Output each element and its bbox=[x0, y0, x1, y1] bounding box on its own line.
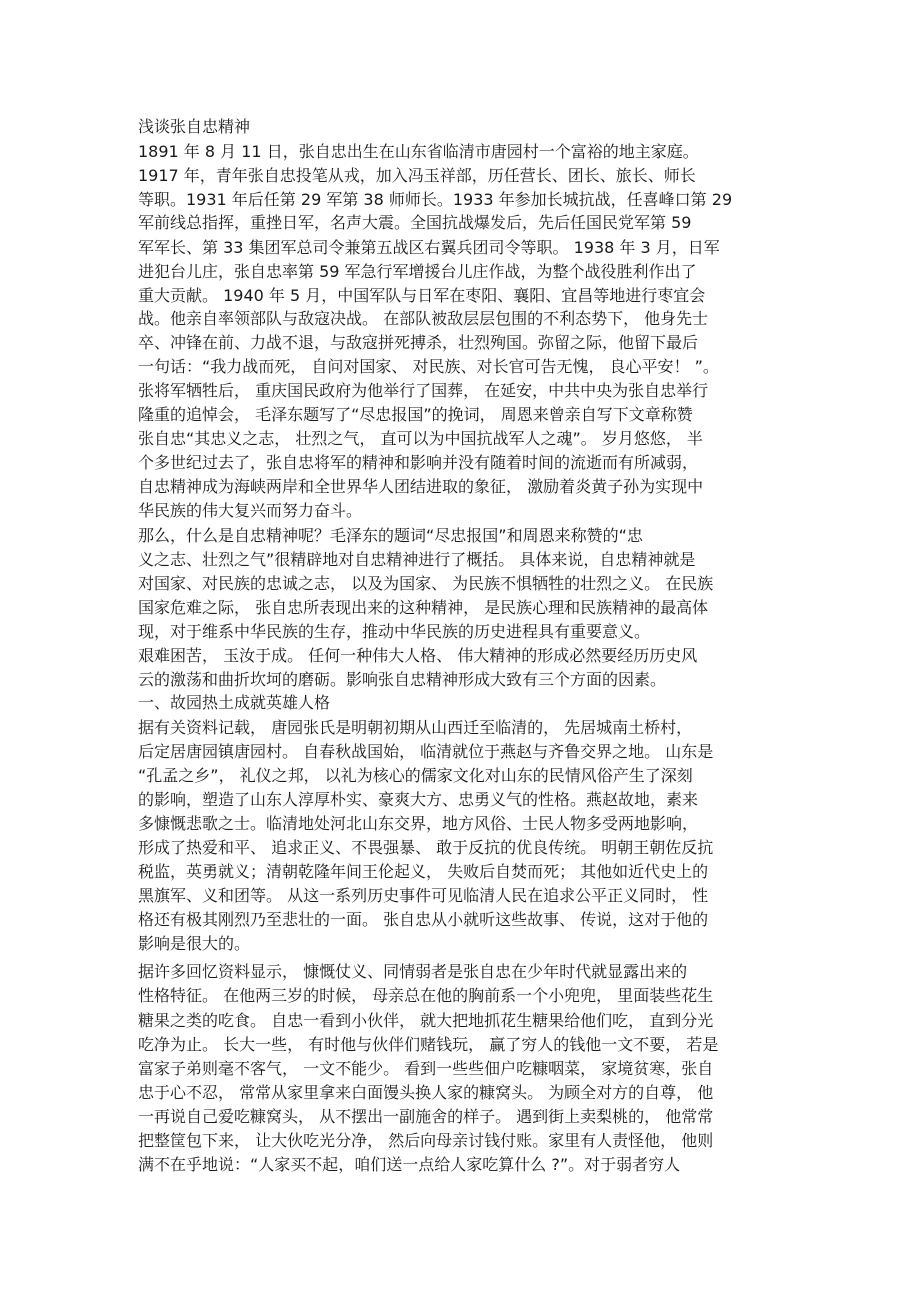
section-heading: 一、故园热土成就英雄人格 bbox=[138, 693, 331, 712]
text-line: 自忠精神成为海峡两岸和全世界华人团结进取的象征， 激励着炎黄子孙为实现中 bbox=[138, 477, 704, 496]
document-title: 浅谈张自忠精神 bbox=[138, 117, 251, 136]
text-line: 张将军牺牲后， 重庆国民政府为他举行了国葬， 在延安，中共中央为张自忠举行 bbox=[138, 381, 709, 400]
text-line: 吃净为止。 长大一些， 有时他与伙伴们赌钱玩， 赢了穷人的钱他一文不要， 若是 bbox=[138, 1035, 719, 1054]
text-line: 多慷慨悲歌之士。临清地处河北山东交界，地方风俗、士民人物多受两地影响， bbox=[138, 814, 699, 833]
text-line: 云的激荡和曲折坎坷的磨砺。影响张自忠精神形成大致有三个方面的因素。 bbox=[138, 670, 667, 689]
text-line: 军前线总指挥，重挫日军，名声大震。全国抗战爆发后，先后任国民党军第 59 bbox=[138, 213, 692, 232]
text-line: 满不在乎地说：“人家买不起，咱们送一点给人家吃算什么 ?”。对于弱者穷人 bbox=[138, 1155, 681, 1174]
text-line: 一再说自己爱吃糠窝头， 从不摆出一副施舍的样子。 遇到街上卖梨桃的， 他常常 bbox=[138, 1107, 714, 1126]
text-line: 一句话：“我力战而死， 自问对国家、 对民族、对长官可告无愧， 良心平安！ ”。 bbox=[138, 357, 719, 376]
text-line: 现，对于维系中华民族的生存，推动中华民族的历史进程具有重要意义。 bbox=[138, 622, 651, 641]
text-line: 重大贡献。 1940 年 5 月，中国军队与日军在枣阳、襄阳、宜昌等地进行枣宜会 bbox=[138, 286, 706, 305]
text-line: 富家子弟则毫不客气， 一文不能少。 看到一些些佃户吃糠咽菜， 家境贫寒，张自 bbox=[138, 1059, 714, 1078]
text-line: 那么，什么是自忠精神呢？毛泽东的题词“尽忠报国”和周恩来称赞的“忠 bbox=[138, 526, 643, 545]
text-line: 华民族的伟大复兴而努力奋斗。 bbox=[138, 501, 363, 520]
text-line: 1917 年，青年张自忠投笔从戎，加入冯玉祥部，历任营长、团长、旅长、师长 bbox=[138, 166, 696, 185]
text-line: 糖果之类的吃食。 自忠一看到小伙伴， 就大把地抓花生糖果给他们吃， 直到分光 bbox=[138, 1011, 714, 1030]
text-line: 军军长、第 33 集团军总司令兼第五战区右翼兵团司令等职。 1938 年 3 月，日军 bbox=[138, 238, 720, 257]
text-line: 隆重的追悼会， 毛泽东题写了“尽忠报国”的挽词， 周恩来曾亲自写下文章称赞 bbox=[138, 405, 693, 424]
text-line: 税监，英勇就义；清朝乾隆年间王伦起义， 失败后自焚而死； 其他如近代史上的 bbox=[138, 862, 709, 881]
text-line: 影响是很大的。 bbox=[138, 934, 251, 953]
text-line: 性格特征。 在他两三岁的时候， 母亲总在他的胸前系一个小兜兜， 里面装些花生 bbox=[138, 986, 714, 1005]
text-line: 卒、冲锋在前、力战不退，与敌寇拼死搏杀，壮烈殉国。弥留之际，他留下最后 bbox=[138, 333, 699, 352]
text-line: 义之志、壮烈之气”很精辟地对自忠精神进行了概括。 具体来说，自忠精神就是 bbox=[138, 550, 696, 569]
text-line: 格还有极其刚烈乃至悲壮的一面。 张自忠从小就听这些故事、 传说，这对于他的 bbox=[138, 910, 709, 929]
text-line: 艰难困苦， 玉汝于成。 任何一种伟大人格、 伟大精神的形成必然要经历历史风 bbox=[138, 646, 698, 665]
text-line: 据有关资料记载， 唐园张氏是明朝初期从山西迁至临清的， 先居城南土桥村， bbox=[138, 718, 693, 737]
text-line: “孔孟之乡”， 礼仪之邦， 以礼为核心的儒家文化对山东的民情风俗产生了深刻 bbox=[138, 766, 693, 785]
text-line: 对国家、对民族的忠诚之志， 以及为国家、 为民族不惧牺牲的壮烈之义。 在民族 bbox=[138, 574, 714, 593]
text-line: 张自忠“其忠义之志， 壮烈之气， 直可以为中国抗战军人之魂”。 岁月悠悠， 半 bbox=[138, 429, 703, 448]
text-line: 的影响，塑造了山东人淳厚朴实、豪爽大方、忠勇义气的性格。燕赵故地，素来 bbox=[138, 790, 699, 809]
text-line: 黑旗军、义和团等。 从这一系列历史事件可见临清人民在追求公平正义同时， 性 bbox=[138, 886, 709, 905]
text-line: 1891 年 8 月 11 日，张自忠出生在山东省临清市唐园村一个富裕的地主家庭。 bbox=[138, 142, 699, 161]
text-line: 后定居唐园镇唐园村。 自春秋战国始， 临清就位于燕赵与齐鲁交界之地。 山东是 bbox=[138, 742, 714, 761]
text-line: 把整筐包下来， 让大伙吃光分净， 然后向母亲讨钱付账。家里有人责怪他， 他则 bbox=[138, 1131, 714, 1150]
text-line: 形成了热爱和平、 追求正义、不畏强暴、 敢于反抗的优良传统。 明朝王朝佐反抗 bbox=[138, 838, 714, 857]
text-line: 据许多回忆资料显示， 慷慨仗义、同情弱者是张自忠在少年时代就显露出来的 bbox=[138, 962, 688, 981]
text-line: 等职。1931 年后任第 29 军第 38 师师长。1933 年参加长城抗战，任喜峰口第 29 bbox=[138, 190, 733, 209]
text-line: 战。他亲自率领部队与敌寇决战。 在部队被敌层层包围的不利态势下， 他身先士 bbox=[138, 309, 709, 328]
text-line: 忠于心不忍， 常常从家里拿来白面馒头换人家的糠窝头。 为顾全对方的自尊， 他 bbox=[138, 1083, 714, 1102]
text-line: 个多世纪过去了，张自忠将军的精神和影响并没有随着时间的流逝而有所减弱， bbox=[138, 453, 699, 472]
text-line: 进犯台儿庄，张自忠率第 59 军急行军增援台儿庄作战，为整个战役胜利作出了 bbox=[138, 262, 697, 281]
text-line: 国家危难之际， 张自忠所表现出来的这种精神， 是民族心理和民族精神的最高体 bbox=[138, 598, 709, 617]
